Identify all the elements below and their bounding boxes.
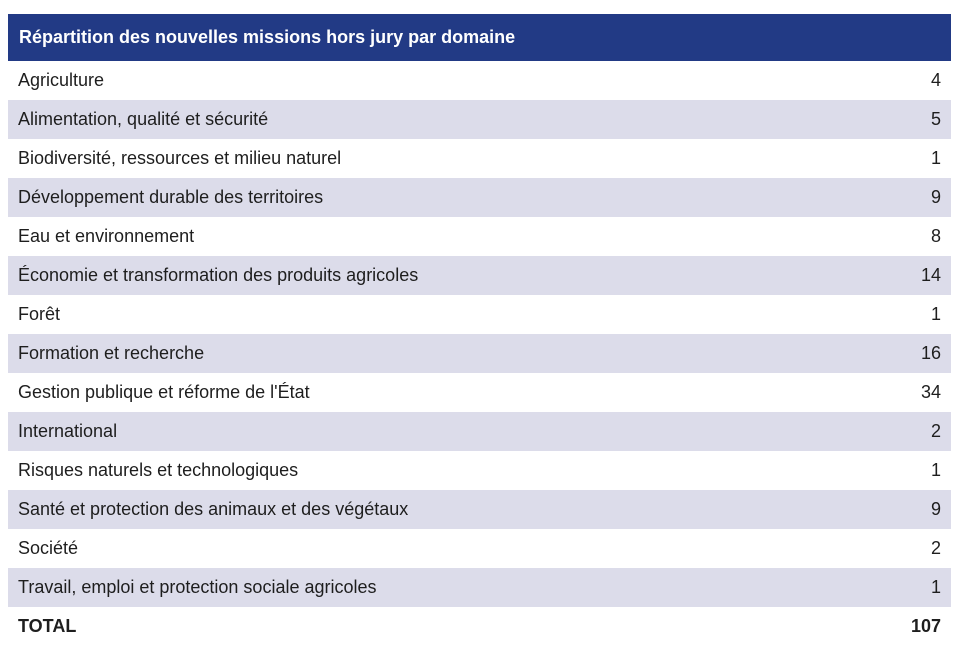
total-value: 107: [910, 616, 941, 636]
row-label: Santé et protection des animaux et des végétaux: [18, 499, 409, 519]
row-value: 14: [920, 265, 941, 285]
table-row: [8, 100, 951, 139]
row-label: Biodiversité, ressources et milieu naturel: [18, 148, 342, 168]
row-label: Agriculture: [18, 70, 105, 90]
row-value: 9: [930, 499, 941, 519]
row-label: Gestion publique et réforme de l'État: [18, 382, 310, 402]
row-value: 1: [930, 304, 941, 324]
row-label: Formation et recherche: [18, 343, 205, 363]
row-value: 34: [920, 382, 941, 402]
table-header: [8, 14, 951, 61]
table-row: [8, 256, 951, 295]
row-value: 2: [930, 421, 941, 441]
table-row: [8, 334, 951, 373]
row-label: Développement durable des territoires: [18, 187, 324, 207]
row-label: Risques naturels et technologiques: [18, 460, 299, 480]
row-value: 5: [930, 109, 941, 129]
table-row: [8, 529, 951, 568]
row-value: 1: [930, 148, 941, 168]
table-row: [8, 412, 951, 451]
row-label: Eau et environnement: [18, 226, 195, 246]
total-label: TOTAL: [18, 616, 77, 636]
row-value: 1: [930, 460, 941, 480]
table-row: [8, 295, 951, 334]
row-label: Société: [18, 538, 79, 558]
row-value: 4: [930, 70, 941, 90]
table-title: Répartition des nouvelles missions hors jury par domaine: [19, 27, 516, 47]
table-row: [8, 139, 951, 178]
row-label: Alimentation, qualité et sécurité: [18, 109, 269, 129]
table-row: [8, 451, 951, 490]
row-value: 1: [930, 577, 941, 597]
row-value: 8: [930, 226, 941, 246]
table-row: [8, 490, 951, 529]
total-row: [8, 607, 951, 646]
row-value: 2: [930, 538, 941, 558]
table-row: [8, 217, 951, 256]
row-label: Forêt: [18, 304, 61, 324]
table-row: [8, 568, 951, 607]
missions-table: [8, 14, 951, 646]
row-value: 16: [920, 343, 941, 363]
row-label: International: [18, 421, 118, 441]
row-label: Économie et transformation des produits agricoles: [18, 265, 419, 285]
table-row: [8, 373, 951, 412]
table-row: [8, 178, 951, 217]
row-value: 9: [930, 187, 941, 207]
row-label: Travail, emploi et protection sociale agricoles: [18, 577, 377, 597]
table-row: [8, 61, 951, 100]
